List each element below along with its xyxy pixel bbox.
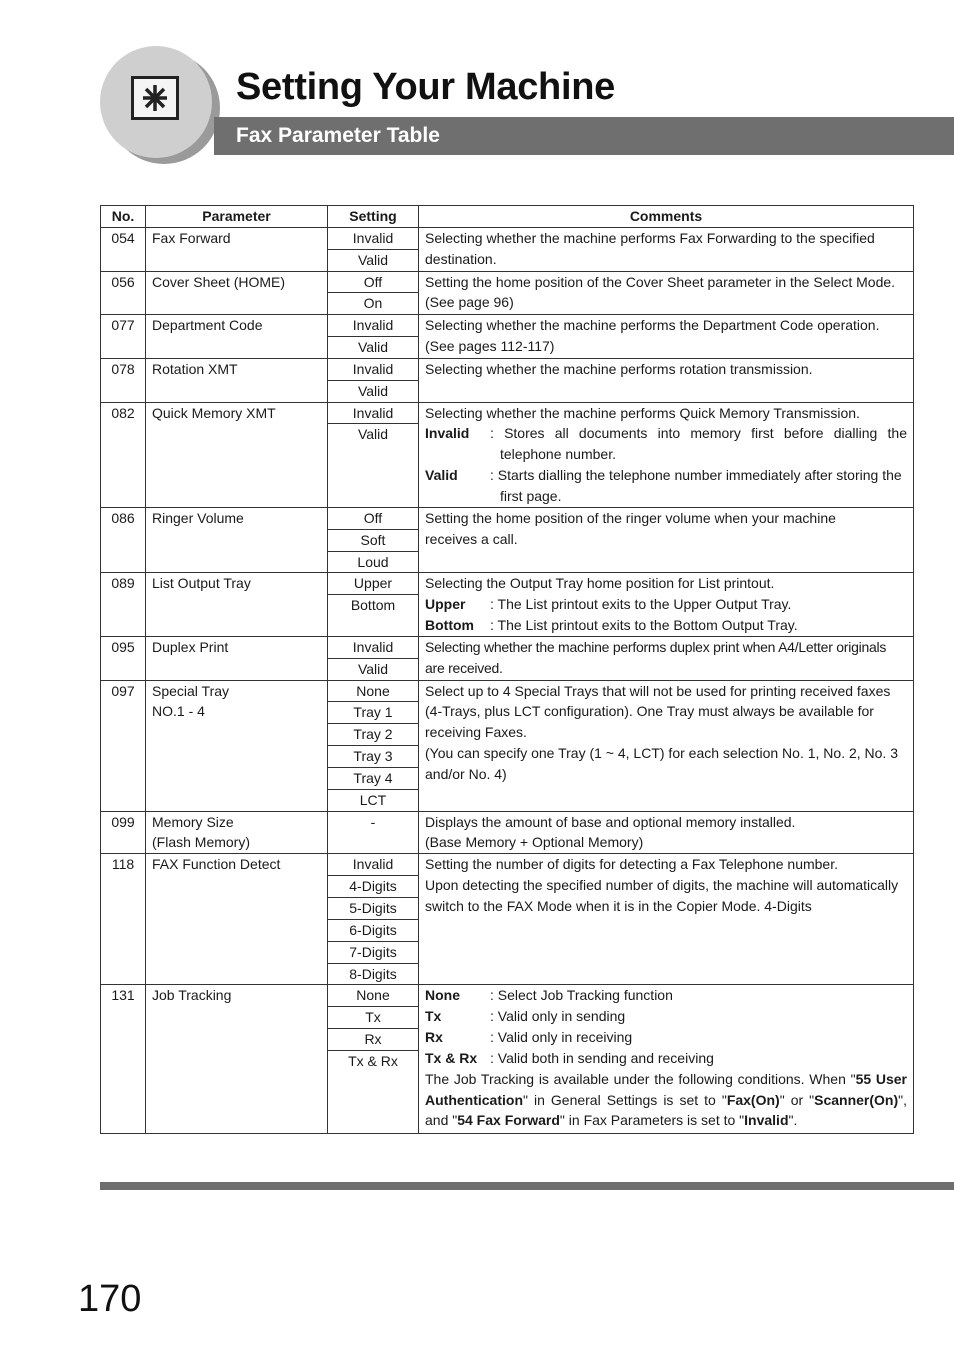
table-row bbox=[101, 227, 914, 249]
table-row bbox=[101, 507, 914, 529]
param-name: List Output Tray bbox=[146, 573, 328, 637]
table-row bbox=[101, 985, 914, 1007]
comment-item bbox=[425, 1027, 907, 1048]
item-value: : Stores all documents into memory first before dialling the telephone number. bbox=[490, 425, 907, 463]
comment-text: Setting the number of digits for detecting a Fax Telephone number. bbox=[425, 856, 838, 873]
comment-text: Setting the home position of the ringer volume when your machine receives a call. bbox=[425, 509, 836, 547]
note-text: " in General Settings is set to " bbox=[523, 1091, 727, 1108]
comment-item bbox=[425, 1048, 907, 1069]
column-header-setting: Setting bbox=[328, 206, 419, 228]
setting-value: Tray 1 bbox=[328, 702, 419, 724]
param-name-line: NO.1 - 4 bbox=[152, 703, 205, 720]
setting-value: Tx & Rx bbox=[328, 1050, 419, 1133]
note-text: " or " bbox=[779, 1091, 815, 1108]
setting-value: Invalid bbox=[328, 227, 419, 249]
setting-value: None bbox=[328, 985, 419, 1007]
setting-value: Tray 3 bbox=[328, 746, 419, 768]
setting-value: - bbox=[328, 811, 419, 854]
param-name: Quick Memory XMT bbox=[146, 402, 328, 507]
item-value: : Select Job Tracking function bbox=[490, 987, 673, 1004]
param-number: 131 bbox=[101, 985, 146, 1134]
setting-value: 4-Digits bbox=[328, 876, 419, 898]
comment-text: (Base Memory + Optional Memory) bbox=[425, 834, 644, 851]
setting-value: Valid bbox=[328, 424, 419, 507]
note-emphasis: Invalid bbox=[744, 1112, 789, 1129]
comment-text: Selecting whether the machine performs duplex print when A4/Letter originals are received. bbox=[425, 638, 887, 676]
param-comment bbox=[419, 811, 914, 854]
param-name: FAX Function Detect bbox=[146, 854, 328, 985]
comment-item bbox=[425, 615, 907, 636]
setting-value: Valid bbox=[328, 337, 419, 359]
param-name: Cover Sheet (HOME) bbox=[146, 271, 328, 315]
item-value: : Valid only in receiving bbox=[490, 1029, 633, 1046]
setting-value: Valid bbox=[328, 249, 419, 271]
item-value: : Valid only in sending bbox=[490, 1008, 626, 1025]
setting-value: 6-Digits bbox=[328, 919, 419, 941]
param-number: 097 bbox=[101, 680, 146, 811]
item-key: Tx bbox=[425, 1008, 442, 1025]
comment-text: Selecting the Output Tray home position for List printout. bbox=[425, 575, 775, 592]
comment-text: Setting the home position of the Cover Sheet parameter in the Select Mode. (See page 96) bbox=[425, 273, 896, 311]
param-number: 082 bbox=[101, 402, 146, 507]
comment-text: Displays the amount of base and optional memory installed. bbox=[425, 813, 796, 830]
setting-value: Tx bbox=[328, 1007, 419, 1029]
param-name-line: Special Tray bbox=[152, 682, 230, 699]
param-number: 078 bbox=[101, 358, 146, 402]
setting-value: Valid bbox=[328, 380, 419, 402]
table-row bbox=[101, 854, 914, 876]
param-comment bbox=[419, 402, 914, 507]
comment-text: Selecting whether the machine performs Quick Memory Transmission. bbox=[425, 404, 860, 421]
comment-item bbox=[425, 465, 907, 507]
item-key: Bottom bbox=[425, 617, 474, 634]
column-header-no: No. bbox=[101, 206, 146, 228]
note-emphasis: 54 Fax Forward bbox=[457, 1112, 560, 1129]
item-value: : The List printout exits to the Bottom Output Tray. bbox=[490, 617, 798, 634]
param-name-line: Memory Size bbox=[152, 813, 234, 830]
setting-value: Rx bbox=[328, 1029, 419, 1051]
param-name: Rotation XMT bbox=[146, 358, 328, 402]
page-title: Setting Your Machine bbox=[236, 66, 615, 108]
note-text: The Job Tracking is available under the following conditions. When " bbox=[425, 1070, 856, 1087]
section-title: Fax Parameter Table bbox=[236, 124, 440, 147]
table-header-row bbox=[101, 206, 914, 228]
comment-text: (You can specify one Tray (1 ~ 4, LCT) for each selection No. 1, No. 2, No. 3 and/or No. 4) bbox=[425, 745, 898, 782]
item-value: : Valid both in sending and receiving bbox=[490, 1049, 714, 1066]
param-comment bbox=[419, 507, 914, 573]
param-name: Department Code bbox=[146, 315, 328, 359]
param-number: 095 bbox=[101, 636, 146, 680]
table-row bbox=[101, 315, 914, 337]
comment-item bbox=[425, 423, 907, 465]
setting-value: Valid bbox=[328, 658, 419, 680]
note-text: ". bbox=[788, 1112, 798, 1129]
param-number: 089 bbox=[101, 573, 146, 637]
setting-value: Tray 4 bbox=[328, 767, 419, 789]
setting-value: Invalid bbox=[328, 315, 419, 337]
setting-value: 8-Digits bbox=[328, 963, 419, 985]
page-number: 170 bbox=[78, 1278, 142, 1320]
column-header-parameter: Parameter bbox=[146, 206, 328, 228]
param-name bbox=[146, 680, 328, 811]
setting-value: Bottom bbox=[328, 595, 419, 637]
setting-value: Invalid bbox=[328, 636, 419, 658]
param-comment bbox=[419, 573, 914, 637]
note-text: " in Fax Parameters is set to " bbox=[559, 1112, 745, 1129]
note-emphasis: 55 User Authentication bbox=[425, 1070, 908, 1108]
column-header-comments: Comments bbox=[419, 206, 914, 228]
table-row bbox=[101, 573, 914, 595]
item-key: Invalid bbox=[425, 425, 470, 442]
param-number: 118 bbox=[101, 854, 146, 985]
setting-value: On bbox=[328, 293, 419, 315]
setting-value: 5-Digits bbox=[328, 898, 419, 920]
comment-text: Select up to 4 Special Trays that will not be used for printing received faxes (4-Trays, plus LCT configuration). One Tray must always be available for receiving Faxes. bbox=[425, 682, 891, 741]
param-comment bbox=[419, 315, 914, 359]
setting-value: 7-Digits bbox=[328, 941, 419, 963]
setting-value: Tray 2 bbox=[328, 724, 419, 746]
item-value: : Starts dialling the telephone number immediately after storing the first page. bbox=[490, 467, 902, 504]
table-row bbox=[101, 680, 914, 702]
param-number: 099 bbox=[101, 811, 146, 854]
param-comment bbox=[419, 227, 914, 271]
setting-value: None bbox=[328, 680, 419, 702]
table-row bbox=[101, 271, 914, 293]
param-comment bbox=[419, 636, 914, 680]
param-number: 086 bbox=[101, 507, 146, 573]
setting-value: LCT bbox=[328, 789, 419, 811]
setting-value: Loud bbox=[328, 551, 419, 573]
comment-item bbox=[425, 985, 907, 1006]
item-key: Tx & Rx bbox=[425, 1049, 478, 1066]
item-key: Valid bbox=[425, 467, 458, 484]
item-key: Rx bbox=[425, 1029, 443, 1046]
table-row bbox=[101, 358, 914, 380]
param-comment bbox=[419, 358, 914, 402]
param-name-line: (Flash Memory) bbox=[152, 834, 251, 851]
note-emphasis: Fax(On) bbox=[726, 1091, 780, 1108]
param-comment bbox=[419, 854, 914, 985]
setting-value: Upper bbox=[328, 573, 419, 595]
note-emphasis: Scanner(On) bbox=[814, 1091, 899, 1108]
item-key: None bbox=[425, 987, 460, 1004]
param-number: 077 bbox=[101, 315, 146, 359]
param-name bbox=[146, 811, 328, 854]
job-tracking-note bbox=[425, 1069, 907, 1132]
setting-value: Off bbox=[328, 507, 419, 529]
param-name: Ringer Volume bbox=[146, 507, 328, 573]
param-name: Duplex Print bbox=[146, 636, 328, 680]
table-row bbox=[101, 811, 914, 854]
setting-value: Soft bbox=[328, 529, 419, 551]
table-row bbox=[101, 636, 914, 658]
comment-text: Selecting whether the machine performs the Department Code operation. (See pages 112-117) bbox=[425, 317, 880, 355]
item-value: : The List printout exits to the Upper Output Tray. bbox=[490, 596, 792, 613]
setting-value: Invalid bbox=[328, 402, 419, 424]
note-text: ", and " bbox=[425, 1091, 907, 1129]
param-comment bbox=[419, 985, 914, 1134]
param-number: 056 bbox=[101, 271, 146, 315]
setting-value: Invalid bbox=[328, 358, 419, 380]
footer-rule bbox=[100, 1182, 954, 1190]
comment-text: Selecting whether the machine performs Fax Forwarding to the specified destination. bbox=[425, 229, 875, 267]
comment-text: Selecting whether the machine performs rotation transmission. bbox=[425, 360, 813, 377]
setting-value: Invalid bbox=[328, 854, 419, 876]
param-comment bbox=[419, 680, 914, 811]
comment-item bbox=[425, 594, 907, 615]
comment-text: Upon detecting the specified number of digits, the machine will automatically switch to the FAX Mode when it is in the Copier Mode. 4-Digits bbox=[425, 877, 899, 915]
fax-parameter-table bbox=[100, 205, 914, 1134]
param-number: 054 bbox=[101, 227, 146, 271]
setting-value: Off bbox=[328, 271, 419, 293]
param-name: Fax Forward bbox=[146, 227, 328, 271]
param-name: Job Tracking bbox=[146, 985, 328, 1134]
comment-item bbox=[425, 1006, 907, 1027]
item-key: Upper bbox=[425, 596, 466, 613]
fax-settings-icon bbox=[131, 76, 179, 120]
param-comment bbox=[419, 271, 914, 315]
table-row bbox=[101, 402, 914, 424]
